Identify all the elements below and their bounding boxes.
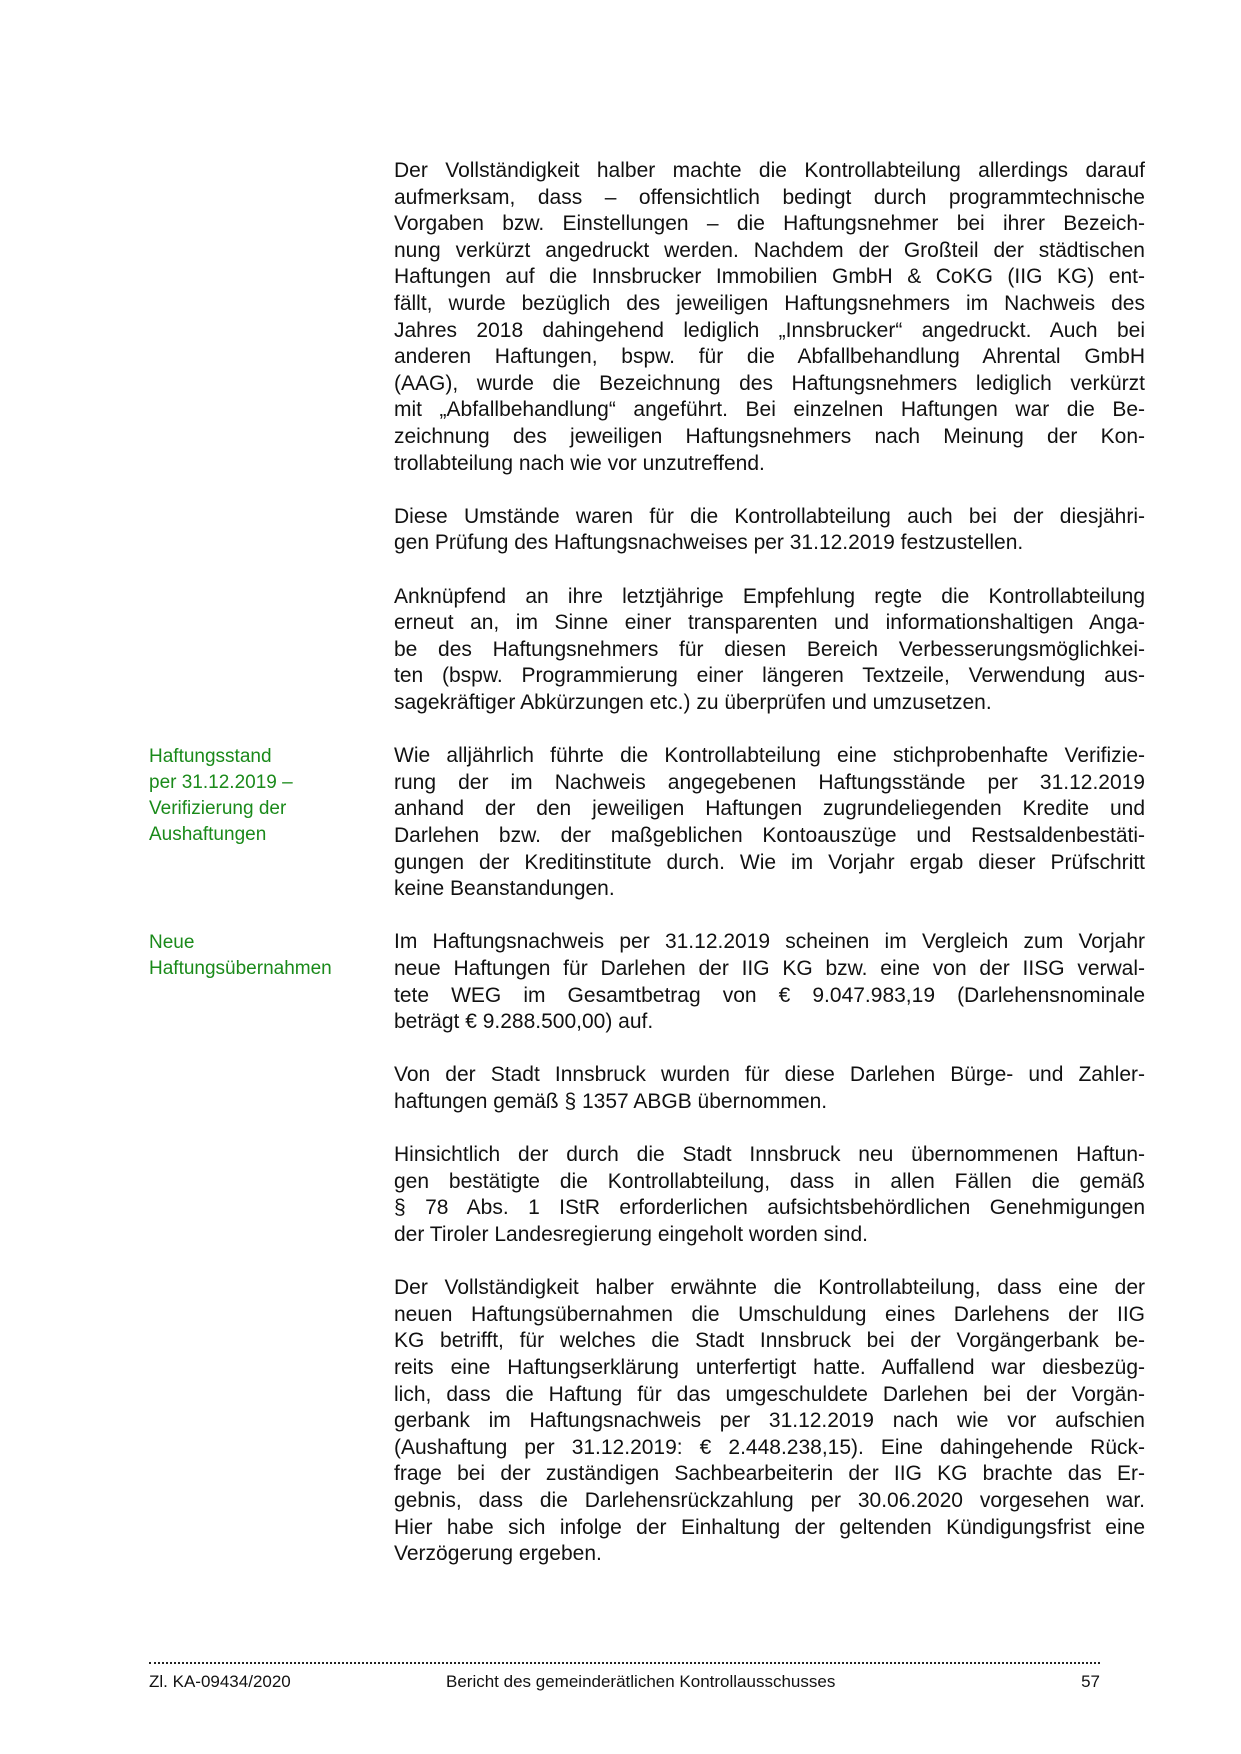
paragraph-line: Der Vollständigkeit halber erwähnte die Kontrollabteilung, dass eine der xyxy=(394,1276,1145,1300)
margin-heading-line: Haftungsstand xyxy=(149,746,272,768)
paragraph-line: mit „Abfallbehandlung“ angeführt. Bei einzelnen Haftungen war die Be- xyxy=(394,398,1145,422)
paragraph-line: sagekräftiger Abkürzungen etc.) zu überprüfen und umzusetzen. xyxy=(394,690,992,714)
paragraph xyxy=(394,929,1145,1035)
paragraph-line: neuen Haftungsübernahmen die Umschuldung eines Darlehens der IIG xyxy=(394,1302,1145,1326)
paragraph-line: Hinsichtlich der durch die Stadt Innsbruck neu übernommenen Haftun- xyxy=(394,1143,1145,1167)
paragraph-line: tete WEG im Gesamtbetrag von € 9.047.983,19 (Darlehensnominale xyxy=(394,983,1145,1007)
paragraph-line: rung der im Nachweis angegebenen Haftungsstände per 31.12.2019 xyxy=(394,770,1145,794)
page-number: 57 xyxy=(1081,1672,1100,1691)
margin-heading-line: Aushaftungen xyxy=(149,824,267,846)
paragraph-line: frage bei der zuständigen Sachbearbeiterin der IIG KG brachte das Er- xyxy=(394,1462,1145,1486)
paragraph-line: fällt, wurde bezüglich des jeweiligen Haftungsnehmers im Nachweis des xyxy=(394,291,1145,315)
paragraph-line: Jahres 2018 dahingehend lediglich „Innsbrucker“ angedruckt. Auch bei xyxy=(394,318,1145,342)
footer-title: Bericht des gemeinderätlichen Kontrollausschusses xyxy=(446,1672,836,1691)
paragraph-line: Verzögerung ergeben. xyxy=(394,1542,602,1566)
paragraph xyxy=(394,584,1145,717)
paragraph xyxy=(394,158,1145,477)
paragraph-line: Der Vollständigkeit halber machte die Kontrollabteilung allerdings darauf xyxy=(394,159,1145,182)
paragraph-line: gen Prüfung des Haftungsnachweises per 31.12.2019 festzustellen. xyxy=(394,531,1024,555)
footer-reference: Zl. KA-09434/2020 xyxy=(149,1672,291,1691)
paragraph-line: gungen der Kreditinstitute durch. Wie im Vorjahr ergab dieser Prüfschritt xyxy=(394,850,1145,874)
paragraph-line: neue Haftungen für Darlehen der IIG KG bzw. eine von der IISG verwal- xyxy=(394,956,1145,980)
paragraph-line: anhand der den jeweiligen Haftungen zugrundeliegenden Kredite und xyxy=(394,797,1145,821)
paragraph-line: Im Haftungsnachweis per 31.12.2019 scheinen im Vergleich zum Vorjahr xyxy=(394,930,1145,954)
paragraph-line: trollabteilung nach wie vor unzutreffend. xyxy=(394,451,765,475)
paragraph-line: be des Haftungsnehmers für diesen Bereich Verbesserungsmöglichkei- xyxy=(394,637,1145,661)
paragraph xyxy=(394,1142,1145,1248)
paragraph-line: KG betrifft, für welches die Stadt Innsbruck bei der Vorgängerbank be- xyxy=(394,1329,1145,1353)
paragraph-line: Wie alljährlich führte die Kontrollabteilung eine stichprobenhafte Verifizie- xyxy=(394,744,1145,768)
paragraph-line: gen bestätigte die Kontrollabteilung, dass in allen Fällen die gemäß xyxy=(394,1169,1145,1193)
paragraph-line: anderen Haftungen, bspw. für die Abfallbehandlung Ahrental GmbH xyxy=(394,345,1145,369)
paragraph-line: gerbank im Haftungsnachweis per 31.12.2019 nach wie vor aufschien xyxy=(394,1409,1145,1433)
paragraph-line: haftungen gemäß § 1357 ABGB übernommen. xyxy=(394,1089,828,1113)
paragraph xyxy=(394,1275,1145,1568)
paragraph-line: erneut an, im Sinne einer transparenten und informationshaltigen Anga- xyxy=(394,611,1145,635)
margin-heading-line: Verifizierung der xyxy=(149,798,287,820)
paragraph-line: reits eine Haftungserklärung unterfertigt hatte. Auffallend war diesbezüg- xyxy=(394,1355,1145,1379)
paragraph-line: der Tiroler Landesregierung eingeholt worden sind. xyxy=(394,1222,868,1246)
paragraph-line: lich, dass die Haftung für das umgeschuldete Darlehen bei der Vorgän- xyxy=(394,1382,1145,1406)
margin-heading xyxy=(149,744,369,848)
margin-heading-line: Haftungsübernahmen xyxy=(149,958,332,980)
paragraph-line: Haftungen auf die Innsbrucker Immobilien GmbH & CoKG (IIG KG) ent- xyxy=(394,265,1145,289)
paragraph-line: aufmerksam, dass – offensichtlich bedingt durch programmtechnische xyxy=(394,185,1145,209)
paragraph-line: ten (bspw. Programmierung einer längeren Textzeile, Verwendung aus- xyxy=(394,664,1145,688)
paragraph-line: keine Beanstandungen. xyxy=(394,877,615,901)
paragraph-line: (Aushaftung per 31.12.2019: € 2.448.238,15). Eine dahingehende Rück- xyxy=(394,1435,1145,1459)
paragraph-line: Von der Stadt Innsbruck wurden für diese Darlehen Bürge- und Zahler- xyxy=(394,1063,1145,1087)
paragraph-line: Vorgaben bzw. Einstellungen – die Haftungsnehmer bei ihrer Bezeich- xyxy=(394,212,1145,236)
margin-heading xyxy=(149,930,369,982)
paragraph xyxy=(394,743,1145,903)
margin-heading-line: per 31.12.2019 – xyxy=(149,772,293,794)
paragraph-line: zeichnung des jeweiligen Haftungsnehmers nach Meinung der Kon- xyxy=(394,424,1145,448)
paragraph xyxy=(394,504,1145,557)
paragraph-line: § 78 Abs. 1 IStR erforderlichen aufsichtsbehördlichen Genehmigungen xyxy=(394,1196,1145,1220)
paragraph xyxy=(394,1062,1145,1115)
paragraph-line: Anknüpfend an ihre letztjährige Empfehlung regte die Kontrollabteilung xyxy=(394,584,1145,608)
paragraph-line: Darlehen bzw. der maßgeblichen Kontoauszüge und Restsaldenbestäti- xyxy=(394,823,1145,847)
paragraph-line: (AAG), wurde die Bezeichnung des Haftungsnehmers lediglich verkürzt xyxy=(394,371,1145,395)
paragraph-line: Hier habe sich infolge der Einhaltung der geltenden Kündigungsfrist eine xyxy=(394,1515,1145,1539)
paragraph-line: beträgt € 9.288.500,00) auf. xyxy=(394,1010,654,1034)
margin-heading-line: Neue xyxy=(149,932,195,954)
paragraph-line: nung verkürzt angedruckt werden. Nachdem der Großteil der städtischen xyxy=(394,238,1145,262)
paragraph-line: gebnis, dass die Darlehensrückzahlung per 30.06.2020 vorgesehen war. xyxy=(394,1488,1145,1512)
footer-divider xyxy=(149,1662,1100,1664)
paragraph-line: Diese Umstände waren für die Kontrollabteilung auch bei der diesjähri- xyxy=(394,504,1145,528)
